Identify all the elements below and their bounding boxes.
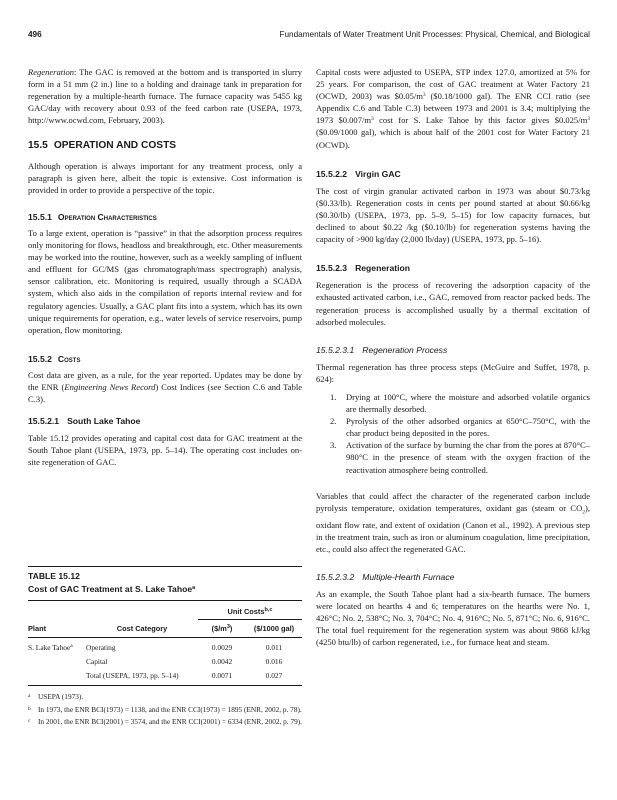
footnote-text: In 1973, the ENR BCI(1973) = 1138, and the ENR CCI(1973) = 1895 (ENR, 2002, p. 78). [38, 704, 302, 714]
capital-sup: 3 [587, 116, 590, 123]
list-item [316, 415, 590, 439]
table-footnote [28, 692, 302, 703]
section-number: 15.5 [28, 140, 48, 152]
capital-text-3: cost for S. Lake Tahoe by this factor gives $0.025/m [373, 115, 588, 126]
page-number: 496 [28, 30, 42, 39]
running-header [28, 30, 590, 44]
unit-costs-sup: b,c [264, 607, 273, 613]
section-heading-15-5-1 [28, 211, 302, 223]
section-title: OPERATION AND COSTS [53, 140, 177, 152]
list-number: 1. [330, 391, 337, 402]
section-title: South Lake Tahoe [67, 416, 141, 427]
col-v1-sup: 3 [226, 624, 230, 630]
variables-text-2: ), oxidant flow rate, and extent of oxidation (Canon et al., 1992). A previous step in the treatment train, such as iron or aluminum coagulation, lime precipitation, etc., could also affect the regenerated GAC. [316, 502, 590, 554]
variables-paragraph [316, 490, 590, 555]
cell-per-1000gal: 0.016 [265, 656, 283, 666]
cell-plant [28, 652, 86, 666]
cell-per-m3: 0.0071 [198, 666, 246, 686]
list-text: Activation of the surface by burning the char from the pores at 870°C–980°C in the presence of steam with the oxygen fraction of the reactivation atmosphere being controlled. [346, 440, 590, 475]
costs-paragraph [28, 369, 302, 405]
cell-category: Total (USEPA, 1973, pp. 5–14) [86, 666, 198, 686]
section-heading-15-5-2 [28, 353, 302, 365]
col-header-category: Cost Category [86, 620, 198, 638]
regeneration-paragraph [28, 66, 302, 126]
operation-characteristics-paragraph: To a large extent, operation is “passive” in that the adsorption process requires only monitoring for flows, headloss and breakthrough, etc. Other measurements may be worked into the routine, however, such as a weekly sampling of influent and effluent for GC/MS (gas chromatograph/mass spectrograph) analysis, sensor calibration, etc. Monitoring is required, usually through a SCADA system, which also aids in the compilation of reports internal review and for regulatory agencies. Usually, a GAC plant fits into a system, which has its own unique requirements for operation, e.g., water levels of service reservoirs, pump operation, flow monitoring. [28, 227, 302, 335]
operation-costs-paragraph: Although operation is always important for any treatment process, only a paragraph is given here, albeit the topic is extensive. Cost information is provided in order to provide a perspective of the topic. [28, 160, 302, 195]
empty-cell [28, 601, 86, 620]
section-heading-15-5-2-2 [316, 168, 590, 180]
cell-category: Operating [86, 642, 116, 652]
table-title [28, 584, 302, 594]
col-header-plant: Plant [28, 620, 86, 638]
list-text: Drying at 100°C, where the moisture and adsorbed volatile organics are thermally desorbed. [346, 391, 590, 415]
plant-sup: a [70, 642, 73, 649]
cell-category: Capital [86, 656, 108, 666]
list-number: 3. [330, 440, 337, 451]
virgin-gac-paragraph: The cost of virgin granular activated carbon in 1973 was about $0.73/kg ($0.33/lb). Regeneration costs in cents per pound started at about $0.66/kg ($0.30/lb) (USEPA, 1973, pp. 5–9, 5–15) for low capacity furnaces, but declined to about $0.22 /kg ($0.10/lb) for regeneration systems having the capacity of >900 kg/day (2,000 lb/day) (USEPA, 1973, pp. 5–16). [316, 185, 590, 245]
south-lake-tahoe-paragraph: Table 15.12 provides operating and capital cost data for GAC treatment at the South Tahoe plant (USEPA, 1973, pp. 5–14). The operating cost includes on-site regeneration of GAC. [28, 433, 302, 468]
list-text: Pyrolysis of the other adsorbed organics at 650°C–750°C, with the char product being deposited in the pores. [346, 416, 590, 439]
footnote-mark: a [28, 693, 31, 699]
section-number: 15.5.2.1 [28, 416, 60, 427]
footnote-mark: c [28, 718, 31, 725]
table-15-12 [28, 566, 302, 730]
variables-text-1: Variables that could affect the character of the regenerated carbon include pyrolysis temperature, oxidation temperatures, oxidant gas (steam or CO [316, 490, 590, 513]
regeneration-lead: Regeneration [28, 67, 75, 77]
section-number: 15.5.2.3 [316, 263, 348, 274]
cell-per-1000gal: 0.027 [246, 666, 302, 686]
regeneration-text: : The GAC is removed at the bottom and is transported in slurry form in a 51 mm (2 in.) line to a holding and drainage tank in preparation for regeneration by a multiple-hearth furnace. The furnace capacity was 5455 kg GAC/day with recovery about 0.93 of the feed carbon rate (USEPA, 1973, http://www.ocwd.com, February, 2003). [28, 67, 302, 126]
section-number: 15.5.2.3.2 [316, 571, 355, 582]
section-heading-15-5-2-3-2 [316, 571, 590, 583]
cell-per-m3: 0.0029 [211, 642, 233, 652]
table-row [28, 652, 302, 666]
footnote-text: USEPA (1973). [38, 692, 84, 701]
capital-sup: 3 [371, 116, 374, 123]
cell-per-1000gal: 0.011 [265, 642, 283, 652]
cell-plant [28, 666, 86, 686]
capital-sup: 3 [422, 92, 426, 99]
list-item [316, 391, 590, 415]
right-column [316, 66, 590, 648]
costs-text-a: Cost data are given, as a rule, for the year reported. Updates may be done by the ENR ( [28, 369, 302, 392]
list-item [316, 439, 590, 475]
table-title-sup: a [192, 585, 196, 591]
empty-cell [86, 601, 198, 620]
plant-name: S. Lake Tahoe [28, 642, 71, 652]
cell-plant [28, 638, 86, 653]
table-label: TABLE 15.12 [28, 571, 80, 581]
regeneration-steps-list [316, 391, 590, 476]
cost-table [28, 600, 302, 686]
section-heading-15-5-2-3-1 [316, 344, 590, 356]
multiple-hearth-paragraph: As an example, the South Tahoe plant had a six-hearth furnace. The burners were located on hearths 4 and 6; temperatures on the hearths were No. 1, 426°C; No. 2, 538°C; No. 3, 704°C; No. 4, 916°C; No. 5, 871°C; No. 6, 916°C. The total fuel requirement for the regeneration system was about 9868 kJ/kg (4250 btu/lb) of carbon regenerated, i.e., for furnace heat and steam. [316, 588, 590, 648]
footnote-mark: b [28, 705, 31, 712]
table-footnote [28, 705, 302, 716]
section-heading-15-5-2-3 [316, 262, 590, 274]
col-v1-text: ($/m [211, 624, 227, 633]
costs-text-italic: Engineering News Record [64, 381, 156, 392]
capital-costs-paragraph [316, 66, 590, 151]
section-title: Regeneration Process [362, 344, 448, 355]
table-top-rule [28, 566, 302, 567]
running-title: Fundamentals of Water Treatment Unit Processes: Physical, Chemical, and Biological [279, 30, 590, 39]
section-number: 15.5.2.3.1 [316, 344, 355, 355]
section-title: Multiple-Hearth Furnace [362, 571, 455, 582]
table-footnote [28, 717, 302, 728]
left-column [28, 66, 302, 469]
col-header-per-m3 [198, 620, 246, 638]
regeneration-process-paragraph: Thermal regeneration has three process steps (McGuire and Suffet, 1978, p. 624): [316, 361, 590, 384]
section-number: 15.5.2.2 [316, 168, 348, 179]
cell-per-m3: 0.0042 [211, 656, 233, 666]
section-title: Operation Characteristics [57, 211, 157, 222]
section-number: 15.5.1 [28, 211, 52, 222]
variables-sub: 2 [582, 509, 586, 516]
table-row [28, 666, 302, 686]
col-header-per-1000gal: ($/1000 gal) [246, 620, 302, 638]
footnote-text: In 2001, the ENR BCI(2001) = 3574, and the ENR CCI(2001) = 6334 (ENR, 2002, p. 79). [38, 717, 303, 727]
section-heading-15-5 [28, 140, 302, 152]
regeneration-section-paragraph: Regeneration is the process of recovering the adsorption capacity of the exhausted activated carbon, i.e., GAC, removed from reactor packed beds. The regeneration process is accomplished usually by a thermal excitation of adsorbed molecules. [316, 280, 590, 327]
section-title: Regeneration [355, 263, 410, 274]
costs-text-b: ) Cost Indices (see Section C.6 and Table C.3). [28, 381, 303, 405]
unit-costs-label: Unit Costs [227, 607, 265, 616]
section-title: Costs [57, 353, 81, 364]
table-footnotes [28, 692, 302, 728]
capital-text-1: Capital costs were adjusted to USEPA, STP index 127.0, amortized at 5% for 25 years. For comparison, the cost of GAC treatment at Water Factory 21 (OCWD, 2003) was $0.05/m [316, 67, 590, 102]
table-row [28, 638, 302, 653]
list-number: 2. [330, 416, 337, 427]
unit-costs-header [198, 601, 302, 620]
section-heading-15-5-2-1 [28, 415, 302, 427]
section-number: 15.5.2 [28, 353, 52, 364]
capital-text-2: ($0.18/1000 gal). The ENR CCI ratio (see Appendix C.6 and Table C.3) between 1973 and 2001 is 3.4; multiplying the 1973 $0.007/m [316, 91, 590, 126]
section-title: Virgin GAC [355, 168, 401, 179]
capital-text-4: ($0.09/1000 gal), which is about half of the 2001 cost for Water Factory 21 (OCWD). [316, 127, 590, 150]
table-title-text: Cost of GAC Treatment at S. Lake Tahoe [28, 584, 193, 594]
col-v1-end: ) [229, 624, 233, 633]
